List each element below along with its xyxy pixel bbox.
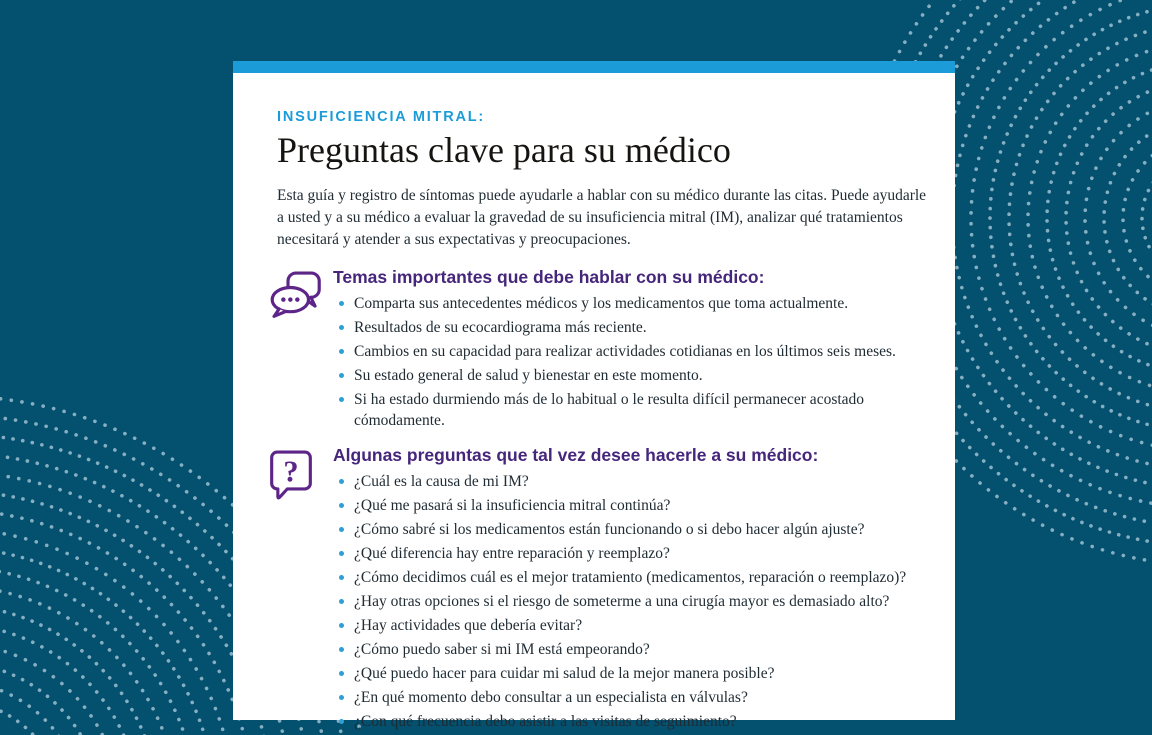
dotted-arc-pattern-bottom-left (0, 470, 250, 720)
bullet-item: Su estado general de salud y bienestar en este momento. (333, 365, 933, 386)
topics-list (333, 293, 933, 431)
document-page (233, 61, 955, 731)
bullet-item: ¿Hay actividades que debería evitar? (333, 615, 933, 636)
bullet-item: Comparta sus antecedentes médicos y los medicamentos que toma actualmente. (333, 293, 933, 314)
bullet-item: ¿Cómo decidimos cuál es el mejor tratamiento (medicamentos, reparación o reemplazo)? (333, 567, 933, 588)
section-questions-heading: Algunas preguntas que tal vez desee hacerle a su médico: (333, 445, 819, 466)
section-topics-body (333, 267, 933, 434)
svg-text:?: ? (283, 454, 299, 489)
bullet-item: ¿Qué diferencia hay entre reparación y reemplazo? (333, 543, 933, 564)
document-title: Preguntas clave para su médico (277, 130, 731, 170)
dotted-arc-pattern-right (942, 0, 1152, 490)
bullet-item: ¿Qué puedo hacer para cuidar mi salud de la mejor manera posible? (333, 663, 933, 684)
chat-bubbles-icon (268, 267, 324, 434)
question-bubble-icon (268, 445, 324, 735)
questions-list (333, 471, 933, 732)
bullet-item: ¿Hay otras opciones si el riesgo de someterme a una cirugía mayor es demasiado alto? (333, 591, 933, 612)
bullet-item: ¿Cuál es la causa de mi IM? (333, 471, 933, 492)
bullet-item: ¿En qué momento debo consultar a un especialista en válvulas? (333, 687, 933, 708)
bullet-item: ¿Cómo sabré si los medicamentos están funcionando o si debo hacer algún ajuste? (333, 519, 933, 540)
section-topics-heading: Temas importantes que debe hablar con su médico: (333, 267, 765, 288)
section-questions-body (333, 445, 933, 735)
bullet-item: ¿Qué me pasará si la insuficiencia mitral continúa? (333, 495, 933, 516)
section-questions (268, 445, 933, 735)
bullet-item: Cambios en su capacidad para realizar actividades cotidianas en los últimos seis meses. (333, 341, 933, 362)
intro-paragraph: Esta guía y registro de síntomas puede ayudarle a hablar con su médico durante las citas. Puede ayudarle a usted y a su médico a evaluar la gravedad de su insuficiencia mitral (IM), analizar qué tratamientos necesitará y atender a sus expectativas y preocupaciones. (277, 187, 927, 249)
bullet-item: Si ha estado durmiendo más de lo habitual o le resulta difícil permanecer acostado cómodamente. (333, 389, 933, 431)
page-content (233, 73, 955, 735)
bullet-item: ¿Con qué frecuencia debo asistir a las visitas de seguimiento? (333, 711, 933, 732)
bullet-item: Resultados de su ecocardiograma más reciente. (333, 317, 933, 338)
page-top-accent-bar (233, 61, 955, 73)
document-eyebrow: INSUFICIENCIA MITRAL: (277, 109, 486, 125)
section-topics (268, 267, 933, 434)
bullet-item: ¿Cómo puedo saber si mi IM está empeorando? (333, 639, 933, 660)
